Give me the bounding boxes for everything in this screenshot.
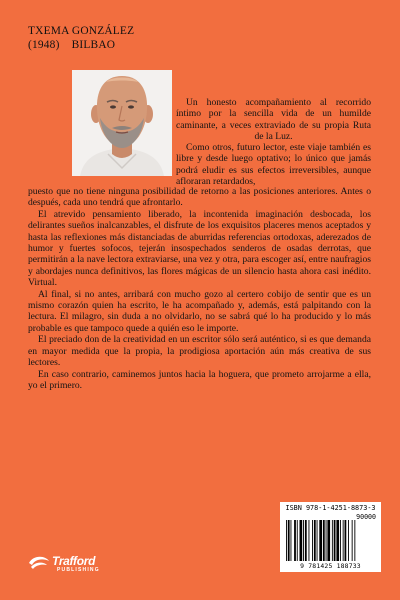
- intro-text: [176, 97, 371, 187]
- publisher-logo: [27, 553, 107, 577]
- author-meta: [28, 39, 134, 53]
- author-city: BILBAO: [71, 38, 116, 51]
- body-paragraph: El atrevido pensamiento liberado, la incontenida imaginación desbocada, los delirantes sueños inalcanzables, el disfrute de los exquisitos placeres menos aceptados y hasta las reflexiones más distanciadas de aburridas referencias ortodoxas, aderezados de humor y fuertes sofocos, tejerán insospechados senderos de osadas derrotas, que permitirán a la nave lectora extraviarse, una vez y otra, para escoger así, entre naufragios y abordajes nunca definitivos, las flores mágicas de un silencio hasta ahora casi inédito. Virtual.: [28, 209, 371, 288]
- publisher-tagline: PUBLISHING: [57, 567, 100, 573]
- barcode-bars: [286, 520, 375, 561]
- intro-paragraph: Un honesto acompañamiento al recorrido íntimo por la sencilla vida de un humilde caminante, a veces extraviado de su propia Ruta de la Luz.: [176, 97, 371, 142]
- publisher-emblem-icon: [27, 553, 51, 573]
- author-block: [28, 25, 134, 52]
- publisher-name: Trafford: [52, 554, 96, 568]
- isbn-label: ISBN 978-1-4251-8873-3: [285, 504, 376, 512]
- body-paragraph: puesto que no tiene ninguna posibilidad de retorno a las posiciones anteriores. Antes o después, cada uno tendrá que afrontarlo.: [28, 186, 371, 209]
- body-paragraph: El preciado don de la creatividad en un escritor sólo será auténtico, si es que demanda en mayor medida que la propia, la prodigiosa aportación aún más creativa de sus lectores.: [28, 334, 371, 368]
- price-code: 90000: [356, 513, 376, 521]
- author-photo: [72, 70, 172, 176]
- barcode-digits: 9 781425 188733: [300, 562, 361, 570]
- synopsis-text: [28, 186, 371, 392]
- barcode: [280, 502, 381, 572]
- body-paragraph: Al final, si no antes, arribará con mucho gozo al certero cobijo de sentir que es un mismo corazón quien ha escrito, le ha acompañado y, además, está palpitando con la lectura. El milagro, sin duda a no olvidarlo, no se sabrá qué lo ha producido y lo más probable es que tampoco quede a quién eso le importe.: [28, 288, 371, 334]
- body-paragraph: En caso contrario, caminemos juntos hacia la hoguera, que prometo arrojarme a ella, yo el primero.: [28, 368, 371, 392]
- intro-paragraph: Como otros, futuro lector, este viaje también es libre y desde luego optativo; lo único que jamás podrá eludir es sus efectos irreversibles, aunque afloraran retardados,: [176, 142, 371, 188]
- author-year: (1948): [28, 38, 60, 51]
- author-name: TXEMA GONZÁLEZ: [28, 25, 135, 37]
